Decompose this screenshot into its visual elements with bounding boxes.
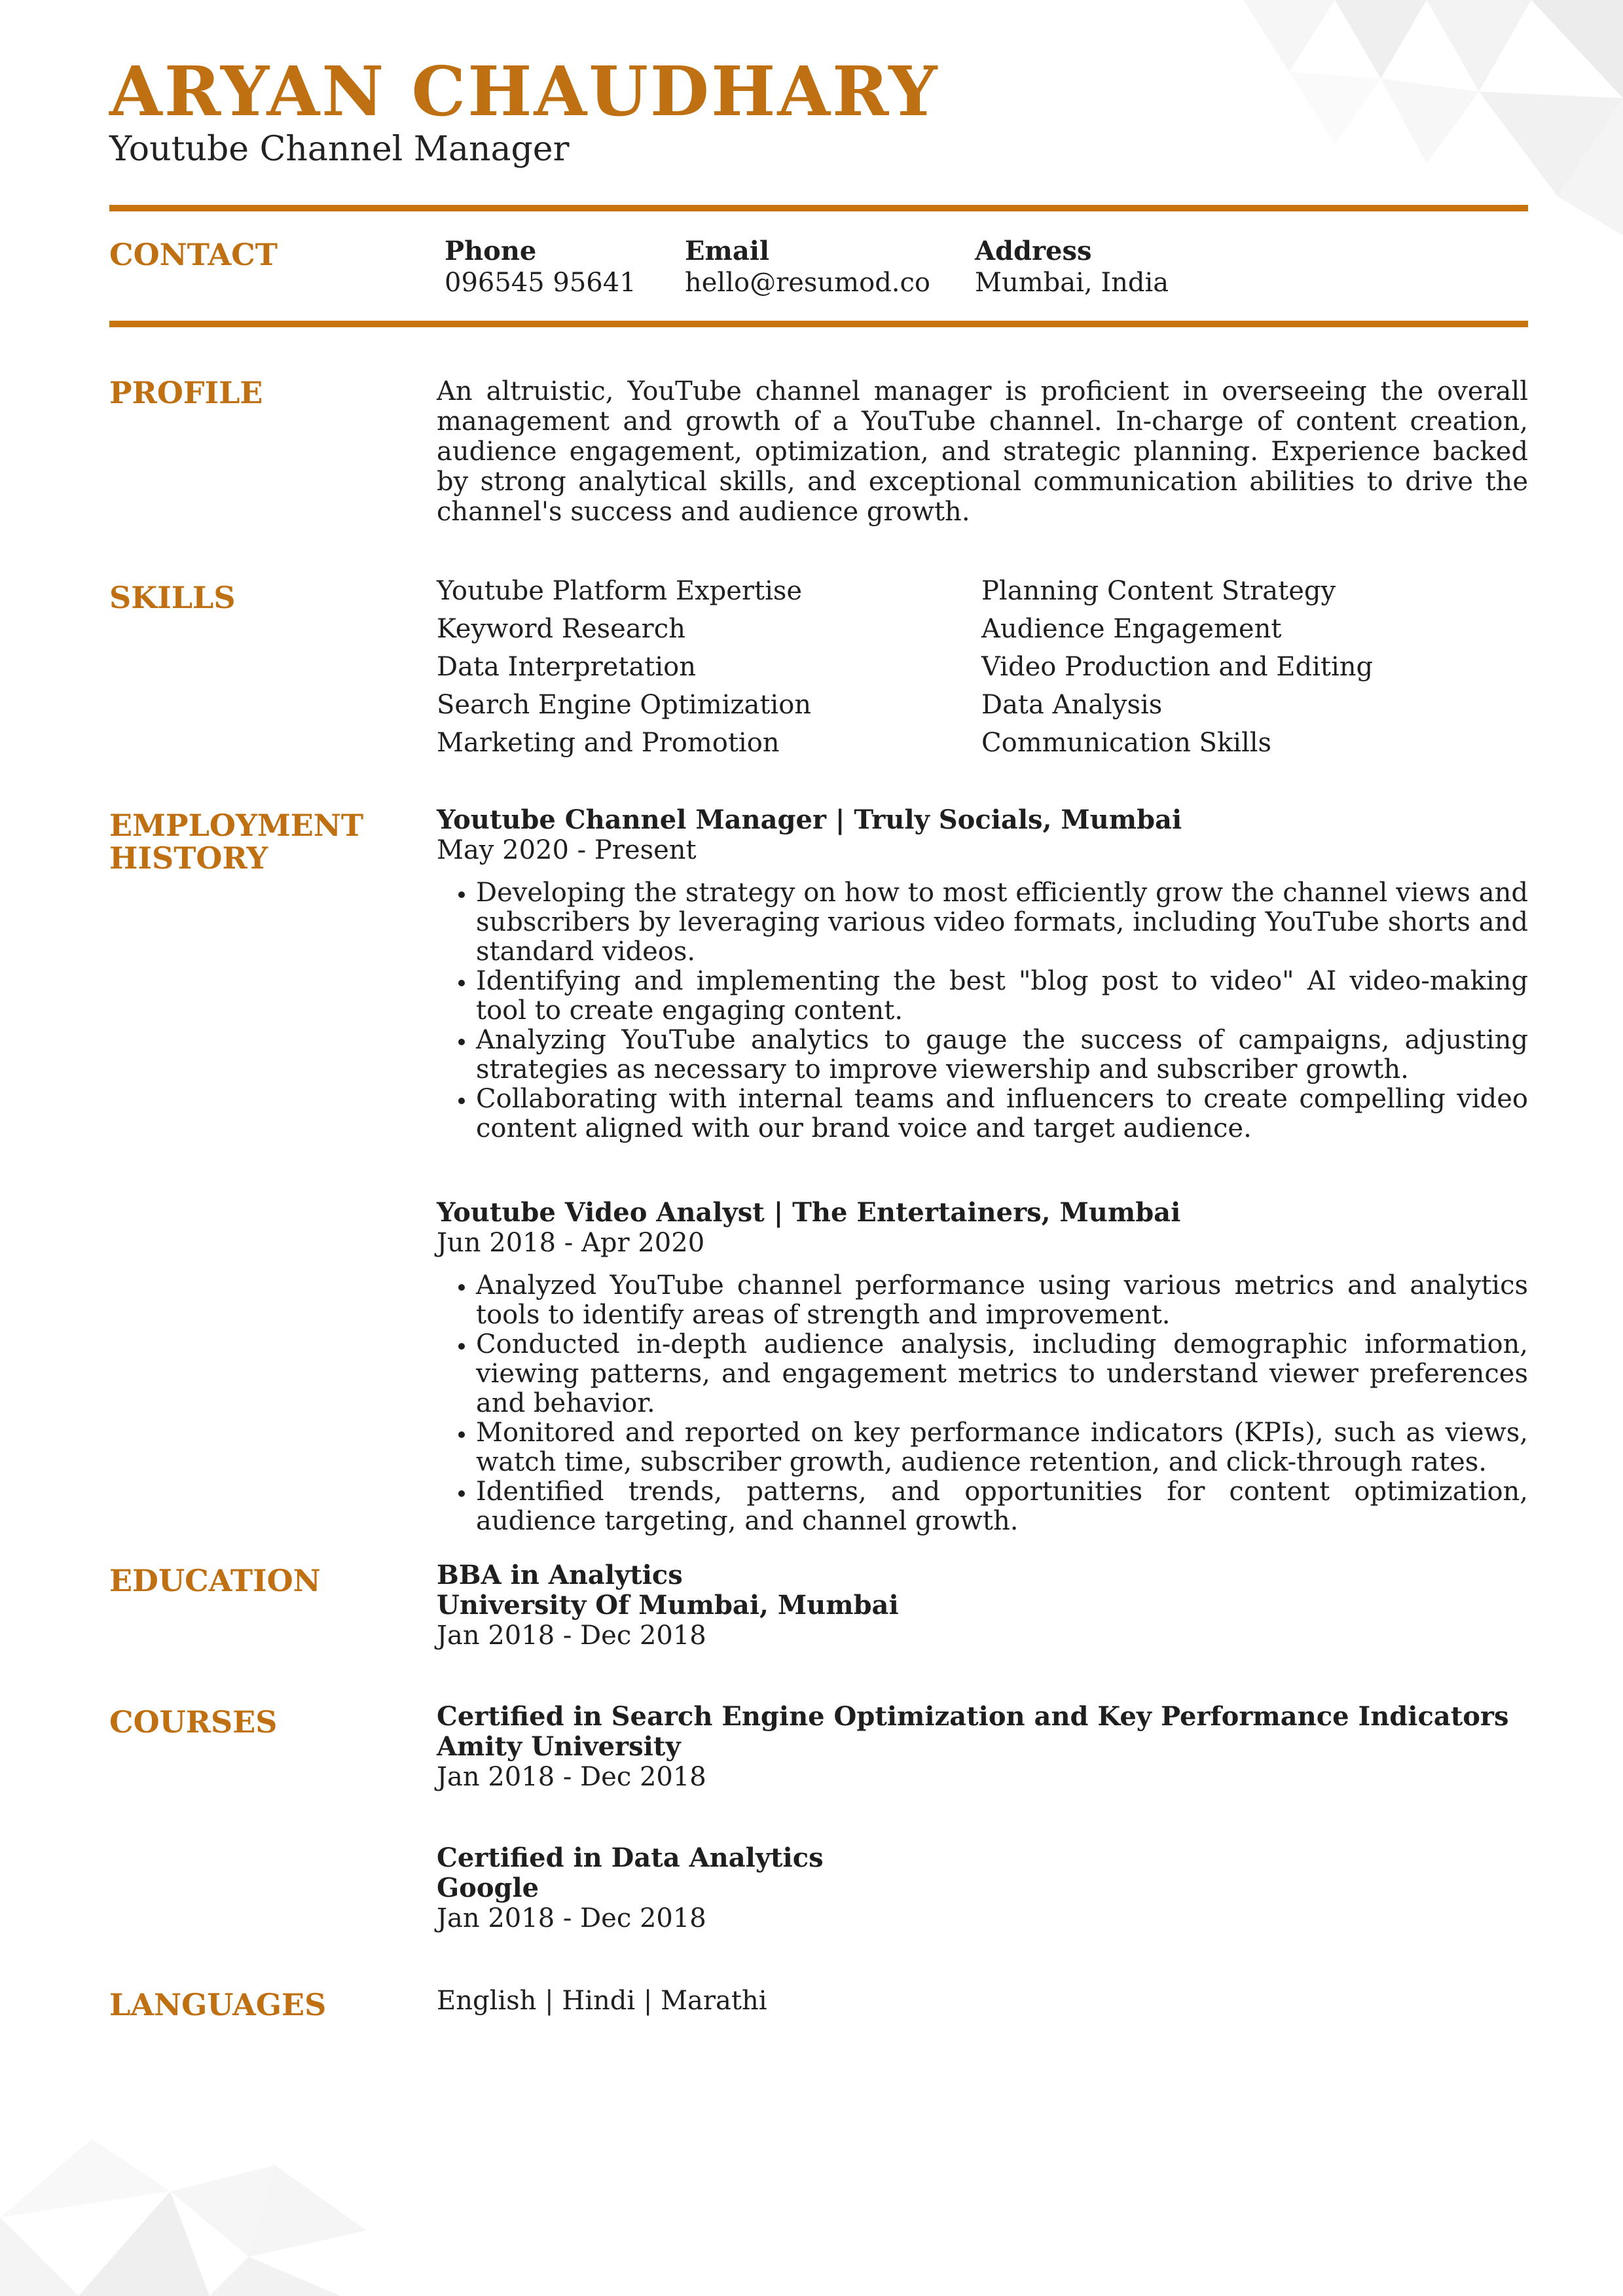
skill-item: Marketing and Promotion: [437, 728, 780, 758]
job-bullet: • Identifying and implementing the best "blog post to video" AI video-making tool to create engaging content.: [476, 967, 1528, 1026]
section-label-languages: LANGUAGES: [109, 1987, 327, 2022]
candidate-title: Youtube Channel Manager: [109, 130, 570, 169]
job-bullet: • Developing the strategy on how to most efficiently grow the channel views and subscribers by leveraging various video formats, including YouTube shorts and standard videos.: [476, 878, 1528, 967]
languages-list: English | Hindi | Marathi: [437, 1986, 767, 2016]
section-label-profile: PROFILE: [109, 375, 263, 410]
address-value: Mumbai, India: [975, 268, 1169, 298]
course-org: Google: [437, 1873, 539, 1903]
course-entry: [437, 1843, 1528, 1933]
job-bullets: [437, 1271, 1528, 1536]
skills-list: [437, 576, 1528, 758]
candidate-name: ARYAN CHAUDHARY: [109, 51, 939, 132]
job-bullet: • Monitored and reported on key performance indicators (KPIs), such as views, watch time, subscriber growth, audience retention, and click-through rates.: [476, 1418, 1528, 1477]
job-bullet: • Collaborating with internal teams and influencers to create compelling video content aligned with our brand voice and target audience.: [476, 1085, 1528, 1143]
course-entry: [437, 1702, 1528, 1792]
course-title: Certified in Search Engine Optimization and Key Performance Indicators: [437, 1701, 1509, 1732]
education-school: University Of Mumbai, Mumbai: [437, 1590, 899, 1621]
course-dates: Jan 2018 - Dec 2018: [437, 1903, 706, 1933]
course-org: Amity University: [437, 1731, 681, 1762]
phone-label: Phone: [445, 236, 537, 266]
skill-item: Youtube Platform Expertise: [437, 576, 803, 606]
skill-item: Video Production and Editing: [981, 652, 1374, 682]
education-dates: Jan 2018 - Dec 2018: [437, 1621, 706, 1651]
job-dates: Jun 2018 - Apr 2020: [437, 1228, 705, 1258]
section-label-employment: [109, 809, 363, 874]
job-bullet: • Analyzed YouTube channel performance using various metrics and analytics tools to identify areas of strength and improvement.: [476, 1271, 1528, 1330]
skill-item: Search Engine Optimization: [437, 690, 812, 720]
course-title: Certified in Data Analytics: [437, 1842, 824, 1873]
job-bullet: • Analyzing YouTube analytics to gauge the success of campaigns, adjusting strategies as necessary to improve viewership and subscriber growth.: [476, 1026, 1528, 1085]
skill-item: Audience Engagement: [981, 614, 1282, 644]
contact-section: [109, 236, 1528, 308]
job-entry: [437, 1198, 1528, 1536]
decorative-background-pattern: [968, 0, 1623, 236]
section-label-education: EDUCATION: [109, 1563, 321, 1598]
divider-rule: [109, 321, 1528, 327]
phone-value: 096545 95641: [445, 268, 636, 298]
skill-item: Communication Skills: [981, 728, 1272, 758]
education-entry: [437, 1560, 1528, 1651]
contact-phone: [445, 236, 636, 298]
profile-text: An altruistic, YouTube channel manager is proficient in overseeing the overall management and growth of a YouTube channel. In-charge of content creation, audience engagement, optimization, and strategic planning. Experience backed by strong analytical skills, and exceptional communication abilities to drive the channel's success and audience growth.: [437, 376, 1528, 527]
skill-item: Data Analysis: [981, 690, 1163, 720]
education-degree: BBA in Analytics: [437, 1560, 683, 1590]
job-entry: [437, 805, 1528, 1143]
job-bullets: [437, 878, 1528, 1143]
contact-email: [685, 236, 930, 298]
email-value[interactable]: hello@resumod.co: [685, 268, 930, 298]
email-label: Email: [685, 236, 770, 266]
address-label: Address: [975, 236, 1092, 266]
skill-item: Planning Content Strategy: [981, 576, 1336, 606]
job-bullet: • Conducted in-depth audience analysis, including demographic information, viewing patterns, and engagement metrics to understand viewer preferences and behavior.: [476, 1330, 1528, 1418]
skill-item: Keyword Research: [437, 614, 685, 644]
skill-item: Data Interpretation: [437, 652, 697, 682]
section-label-employment-line1: EMPLOYMENT: [109, 808, 364, 843]
job-dates: May 2020 - Present: [437, 835, 697, 865]
job-heading: Youtube Channel Manager | Truly Socials, Mumbai: [437, 804, 1182, 835]
decorative-background-pattern: [0, 2087, 458, 2296]
job-heading: Youtube Video Analyst | The Entertainers, Mumbai: [437, 1197, 1181, 1228]
section-label-contact: CONTACT: [109, 237, 278, 272]
section-label-courses: COURSES: [109, 1704, 278, 1740]
section-label-employment-line2: HISTORY: [109, 840, 268, 876]
divider-rule: [109, 205, 1528, 211]
course-dates: Jan 2018 - Dec 2018: [437, 1762, 706, 1792]
contact-address: [975, 236, 1169, 298]
section-label-skills: SKILLS: [109, 580, 236, 615]
job-bullet: • Identified trends, patterns, and opportunities for content optimization, audience targeting, and channel growth.: [476, 1477, 1528, 1536]
